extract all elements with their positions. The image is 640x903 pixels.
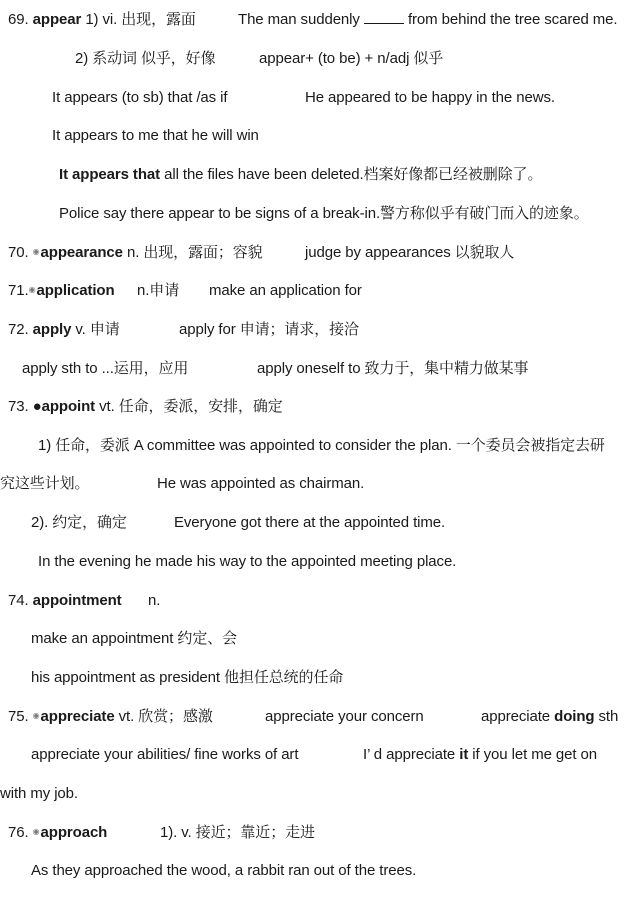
entry-72-phrase-2: apply sth to ...运用，应用 (22, 360, 189, 377)
entry-72-phrase-1: apply for 申请；请求，接洽 (179, 321, 359, 338)
entry-75-phrase-3: appreciate your abilities/ fine works of art (31, 746, 299, 763)
entry-71-phrase: make an application for (209, 282, 362, 299)
entry-69-pattern-3: It appears (to sb) that /as if (52, 89, 228, 106)
key-word-marker-icon: ◉ (32, 711, 40, 720)
definition: 1) vi. 出现，露面 (85, 11, 196, 28)
entry-69-sense-2: 2) 系动词 似乎，好像 (75, 50, 216, 67)
entry-number: 76. (8, 824, 29, 841)
entry-number: 71. (8, 282, 29, 299)
key-word-marker-icon: ◉ (28, 285, 36, 294)
definition: n. 出现，露面；容貌 (122, 244, 263, 261)
entry-74-phrase-1: make an appointment 约定、会 (31, 630, 238, 647)
entry-74-definition: n. (148, 592, 161, 609)
entry-73-sense-1: 1) 任命，委派 A committee was appointed to consider the plan. 一个委员会被指定去研 (38, 437, 605, 454)
entry-number: 72. (8, 321, 29, 338)
entry-70-phrase: judge by appearances 以貌取人 (305, 244, 515, 261)
headword: appointment (32, 592, 122, 609)
key-word-marker-icon: ◉ (32, 827, 40, 836)
entry-73-sense-2: 2). 约定，确定 (31, 514, 127, 531)
entry-75-example: I’ d appreciate it if you let me get on (363, 746, 598, 763)
definition: v. 申请 (71, 321, 120, 338)
entry-71-definition: n.申请 (137, 282, 180, 299)
headword: appoint (41, 398, 96, 415)
entry-number: 75. (8, 708, 29, 725)
headword: apply (32, 321, 72, 338)
entry-73-sense-1-continued: 究这些计划。 (0, 475, 90, 492)
entry-number: 69. (8, 11, 29, 28)
entry-69-headline (8, 10, 196, 30)
headword: application (36, 282, 115, 299)
entry-73-headline (8, 397, 283, 417)
entry-69-example-5: It appears that all the files have been deleted.档案好像都已经被删除了。 (59, 166, 543, 183)
entry-76-definition: 1). v. 接近；靠近；走进 (160, 824, 315, 841)
headword: appearance (40, 244, 123, 261)
entry-76-headline (8, 823, 107, 845)
entry-75-phrase-2: appreciate doing sth (481, 708, 619, 725)
entry-70-headline (8, 243, 263, 265)
entry-73-example-3: In the evening he made his way to the appointed meeting place. (38, 553, 457, 570)
entry-number: 73. (8, 398, 29, 415)
headword: approach (40, 824, 108, 841)
entry-69-pattern-2: appear+ (to be) + n/adj 似乎 (259, 50, 444, 67)
entry-75-example-continued: with my job. (0, 785, 78, 802)
key-word-marker-icon: ◉ (32, 247, 40, 256)
entry-72-phrase-3: apply oneself to 致力于，集中精力做某事 (257, 360, 529, 377)
fill-in-blank (364, 11, 404, 24)
definition: vt. 任命，委派，安排，确定 (95, 398, 283, 415)
entry-number: 70. (8, 244, 29, 261)
headword: appear (32, 11, 82, 28)
definition: vt. 欣赏；感激 (114, 708, 213, 725)
entry-number: 74. (8, 592, 29, 609)
entry-69-example-6: Police say there appear to be signs of a break-in.警方称似乎有破门而入的迹象。 (59, 205, 589, 222)
headword: appreciate (40, 708, 115, 725)
entry-72-headline (8, 320, 120, 340)
entry-75-phrase-1: appreciate your concern (265, 708, 424, 725)
entry-74-phrase-2: his appointment as president 他担任总统的任命 (31, 669, 344, 686)
entry-69-example-3: He appeared to be happy in the news. (305, 89, 555, 106)
entry-71-headline (8, 281, 115, 303)
key-word-marker-icon: ● (32, 398, 42, 415)
entry-73-example-2: Everyone got there at the appointed time. (174, 514, 446, 531)
entry-74-headline (8, 591, 122, 611)
entry-73-example-1b: He was appointed as chairman. (157, 475, 365, 492)
entry-69-example-1: The man suddenly from behind the tree scared me. (238, 11, 618, 28)
entry-76-example-1: As they approached the wood, a rabbit ran out of the trees. (31, 862, 417, 879)
entry-69-example-4: It appears to me that he will win (52, 127, 259, 144)
entry-75-headline (8, 707, 213, 729)
